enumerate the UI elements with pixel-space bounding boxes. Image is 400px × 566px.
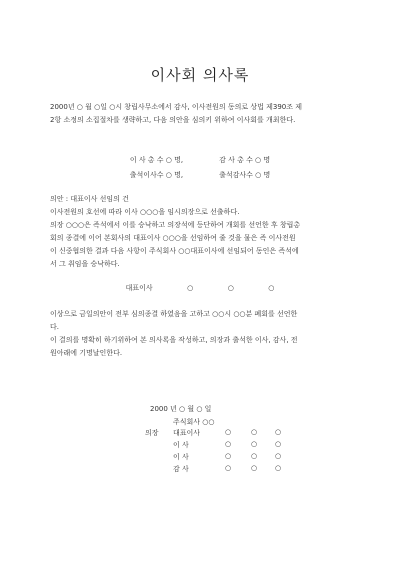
signature-mark: ○ <box>251 440 258 448</box>
directors-present: 출석이사수 ○ 명, <box>129 171 184 179</box>
signature-title: 대표이사 <box>173 429 201 437</box>
signature-mark: ○ <box>225 440 232 448</box>
closing-line: 다. <box>50 323 59 331</box>
document-title: 이사회 의사록 <box>150 66 250 84</box>
signature-mark: ○ <box>251 452 258 460</box>
signature-date: 2000 년 ○ 월 ○ 일 <box>150 405 212 413</box>
closing-line: 이상으로 금일의안이 전부 심의종결 하였음을 고하고 ○○시 ○○분 폐회를 선언한 <box>50 310 298 318</box>
representative-line <box>0 283 400 293</box>
representative-mark: ○ <box>187 284 194 292</box>
closing-line: 원아래에 기명날인한다. <box>50 349 123 357</box>
signature-mark: ○ <box>275 464 282 472</box>
agenda-line: 의장 ○○○은 즉석에서 이를 승낙하고 의장석에 등단하여 개회를 선언한 후 창립총 <box>50 221 301 229</box>
signature-role: 의장 <box>145 429 159 437</box>
count-row <box>0 169 400 181</box>
signature-row <box>145 464 295 474</box>
representative-label: 대표이사 <box>125 284 153 292</box>
agenda-paragraph <box>50 193 360 271</box>
auditors-present: 출석감사수 ○ 명 <box>219 171 271 179</box>
closing-paragraph <box>50 308 360 360</box>
signature-mark: ○ <box>275 452 282 460</box>
intro-paragraph <box>50 101 360 127</box>
director-total: 이 사 총 수 ○ 명, <box>129 156 184 164</box>
agenda-line: 회의 종결에 이어 본회사의 대표이사 ○○○을 선임하여 줄 것을 물은 즉 이사전원 <box>50 234 296 242</box>
signature-row <box>145 452 295 462</box>
closing-line: 이 결의를 명확히 하기위하여 본 의사록을 작성하고, 의장과 출석한 이사, 감사, 전 <box>50 336 298 344</box>
signature-title: 이 사 <box>173 441 189 449</box>
intro-line: 2000년 ○ 월 ○일 ○시 창립사무소에서 감사, 이사전원의 동의로 상법 제390조 제 <box>50 103 303 111</box>
company-name: 주식회사 ○○ <box>173 418 215 426</box>
signature-title: 감 사 <box>173 465 189 473</box>
intro-line: 2항 소정의 소집절차를 생략하고, 다음 의안을 심의키 위하여 이사회를 개최한다. <box>50 116 296 124</box>
agenda-line: 의안 : 대표이사 선임의 건 <box>50 195 129 203</box>
auditor-total: 감 사 총 수 ○ 명 <box>219 156 271 164</box>
signature-title: 이 사 <box>173 453 189 461</box>
agenda-line: 이 신중협의한 결과 다음 사항이 주식회사 ○○대표이사에 선임되어 동인은 즉석에 <box>50 247 299 255</box>
signature-mark: ○ <box>225 464 232 472</box>
signature-row <box>145 440 295 450</box>
agenda-line: 서 그 취임을 승낙하다. <box>50 260 120 268</box>
signature-mark: ○ <box>225 428 232 436</box>
representative-mark: ○ <box>227 284 234 292</box>
representative-mark: ○ <box>268 284 275 292</box>
signature-mark: ○ <box>251 464 258 472</box>
signature-mark: ○ <box>275 440 282 448</box>
signature-mark: ○ <box>275 428 282 436</box>
signature-row <box>145 428 295 438</box>
attendance-counts <box>0 154 400 181</box>
agenda-line: 이사전원의 호선에 따라 이사 ○○○을 임시의장으로 선출하다. <box>50 208 240 216</box>
count-row <box>0 154 400 166</box>
signature-mark: ○ <box>251 428 258 436</box>
signature-mark: ○ <box>225 452 232 460</box>
